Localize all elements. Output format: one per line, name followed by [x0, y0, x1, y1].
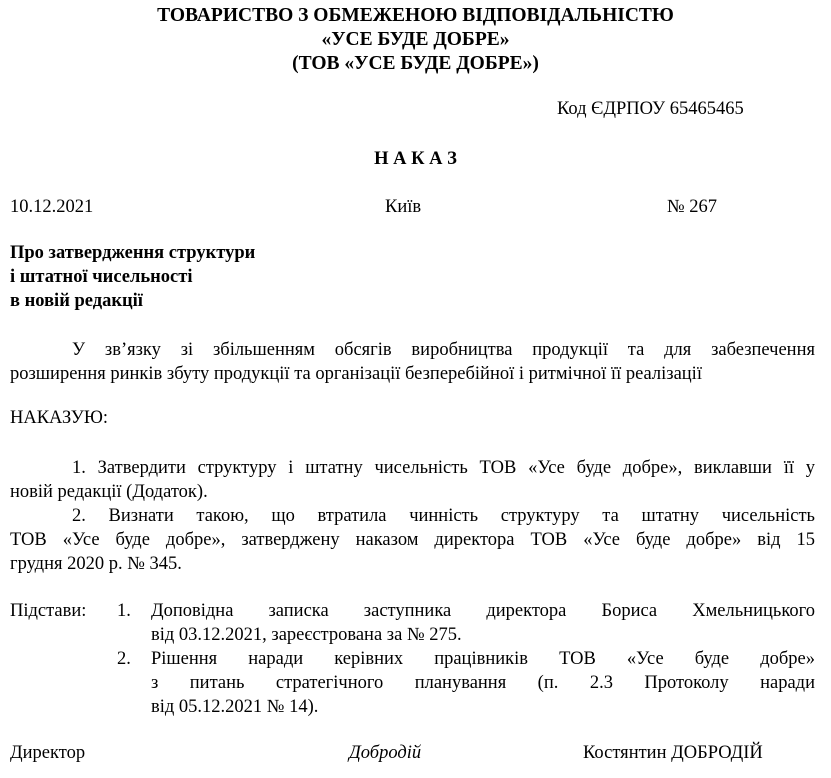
ground-2-number: 2.	[117, 649, 131, 669]
company-short-name: «УСЕ БУДЕ ДОБРЕ»	[321, 29, 510, 50]
signatory-position: Директор	[10, 743, 86, 763]
order-item-1: 1. Затвердити структуру і штатну чисельність ТОВ «Усе буде добре», виклавши її у	[72, 458, 815, 478]
order-word: НАКАЗУЮ:	[10, 408, 109, 428]
grounds-label: Підстави:	[10, 601, 87, 621]
ground-1-text: Доповідна записка заступника директора Бориса Хмельницького	[151, 601, 815, 621]
company-abbreviation: (ТОВ «УСЕ БУДЕ ДОБРЕ»)	[292, 53, 539, 74]
ground-2-text-continued: від 05.12.2021 № 14).	[151, 697, 319, 717]
preamble-line: розширення ринків збуту продукції та організації безперебійної і ритмічної її реалізації	[10, 364, 702, 384]
order-item-1-continued: новій редакції (Додаток).	[10, 482, 208, 502]
subject-line: Про затвердження структури	[10, 243, 256, 263]
ground-1-number: 1.	[117, 601, 131, 621]
signature: Добродій	[349, 743, 422, 763]
document-city: Київ	[385, 197, 422, 217]
preamble-line: У зв’язку зі збільшенням обсягів виробництва продукції та для забезпечення	[72, 340, 815, 360]
order-item-2-continued: ТОВ «Усе буде добре», затверджену наказом директора ТОВ «Усе буде добре» від 15	[10, 530, 815, 550]
signatory-name: Костянтин ДОБРОДІЙ	[583, 743, 763, 763]
order-item-2: 2. Визнати такою, що втратила чинність структуру та штатну чисельність	[72, 506, 815, 526]
company-name: ТОВАРИСТВО З ОБМЕЖЕНОЮ ВІДПОВІДАЛЬНІСТЮ	[157, 5, 674, 26]
edrpou-code: Код ЄДРПОУ 65465465	[557, 99, 744, 119]
order-item-2-continued: грудня 2020 р. № 345.	[10, 554, 182, 574]
subject-line: і штатної чисельності	[10, 267, 193, 287]
document-number: № 267	[667, 197, 718, 217]
document-type: Н А К А З	[374, 149, 457, 169]
ground-2-text-continued: з питань стратегічного планування (п. 2.3 Протоколу наради	[151, 673, 815, 693]
subject-line: в новій редакції	[10, 291, 143, 311]
document-date: 10.12.2021	[10, 197, 94, 217]
ground-2-text: Рішення наради керівних працівників ТОВ «Усе буде добре»	[151, 649, 815, 669]
ground-1-text-continued: від 03.12.2021, зареєстрована за № 275.	[151, 625, 462, 645]
